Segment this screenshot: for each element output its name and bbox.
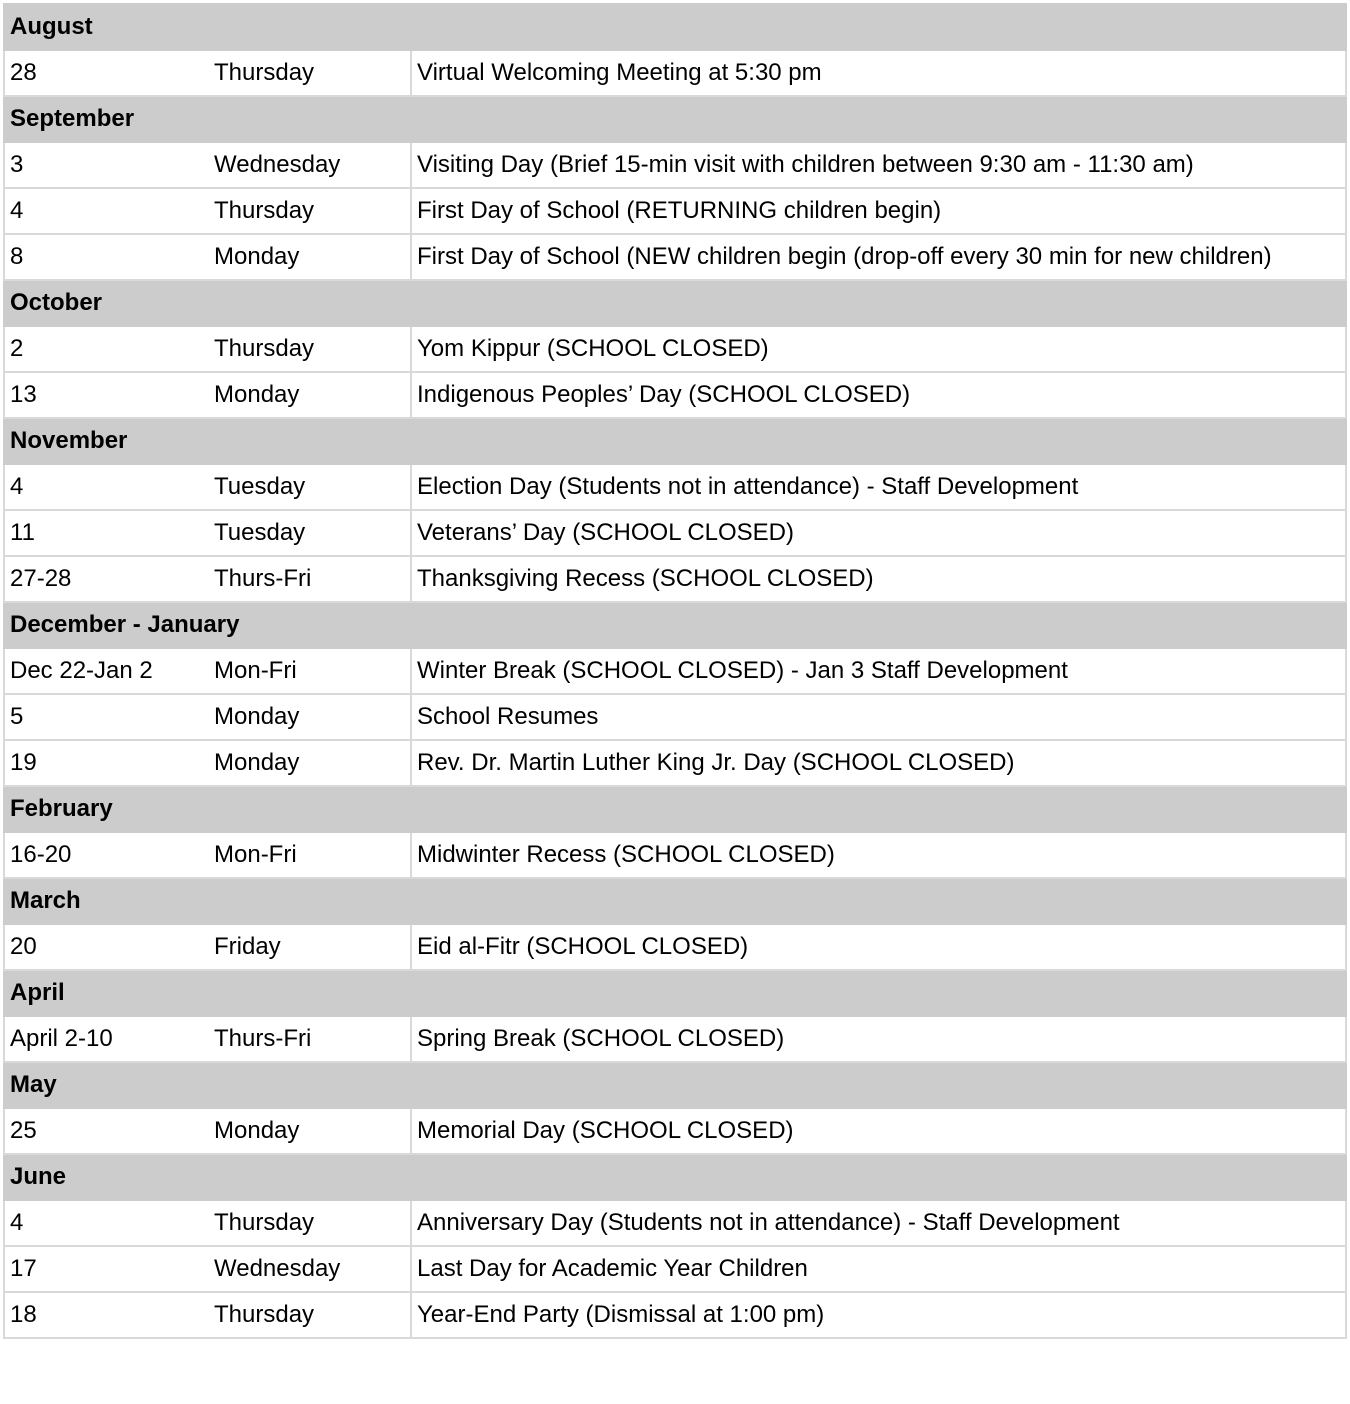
month-name: March [4,878,1346,924]
month-name: May [4,1062,1346,1108]
event-date: 16-20 [4,832,204,878]
month-name: August [4,4,1346,50]
calendar-body [4,4,1346,1338]
event-date: April 2-10 [4,1016,204,1062]
event-day: Thursday [204,326,411,372]
event-date: 13 [4,372,204,418]
event-day: Monday [204,234,411,280]
month-name: October [4,280,1346,326]
event-date: 28 [4,50,204,96]
month-name: September [4,96,1346,142]
event-description: Visiting Day (Brief 15-min visit with children between 9:30 am - 11:30 am) [411,142,1346,188]
event-description: Spring Break (SCHOOL CLOSED) [411,1016,1346,1062]
month-header-row [4,4,1346,50]
month-name: February [4,786,1346,832]
month-header-row [4,280,1346,326]
event-date: 4 [4,1200,204,1246]
event-description: First Day of School (NEW children begin (drop-off every 30 min for new children) [411,234,1346,280]
month-header-row [4,96,1346,142]
event-date: 11 [4,510,204,556]
event-description: Eid al-Fitr (SCHOOL CLOSED) [411,924,1346,970]
event-row [4,1016,1346,1062]
event-description: Election Day (Students not in attendance) - Staff Development [411,464,1346,510]
month-header-row [4,786,1346,832]
event-date: 17 [4,1246,204,1292]
event-description: Anniversary Day (Students not in attendance) - Staff Development [411,1200,1346,1246]
event-day: Tuesday [204,464,411,510]
event-date: Dec 22-Jan 2 [4,648,204,694]
event-description: Rev. Dr. Martin Luther King Jr. Day (SCHOOL CLOSED) [411,740,1346,786]
event-day: Thurs-Fri [204,556,411,602]
event-row [4,142,1346,188]
event-date: 5 [4,694,204,740]
event-row [4,188,1346,234]
event-description: Midwinter Recess (SCHOOL CLOSED) [411,832,1346,878]
month-header-row [4,1154,1346,1200]
event-date: 18 [4,1292,204,1338]
event-date: 19 [4,740,204,786]
month-name: December - January [4,602,1346,648]
event-day: Friday [204,924,411,970]
event-description: Year-End Party (Dismissal at 1:00 pm) [411,1292,1346,1338]
event-row [4,50,1346,96]
month-header-row [4,602,1346,648]
event-date: 3 [4,142,204,188]
event-row [4,1200,1346,1246]
event-day: Tuesday [204,510,411,556]
event-row [4,1292,1346,1338]
event-description: Thanksgiving Recess (SCHOOL CLOSED) [411,556,1346,602]
school-calendar-table [3,3,1347,1339]
event-date: 8 [4,234,204,280]
event-row [4,924,1346,970]
event-description: Indigenous Peoples’ Day (SCHOOL CLOSED) [411,372,1346,418]
event-day: Mon-Fri [204,832,411,878]
event-row [4,556,1346,602]
event-day: Thursday [204,1200,411,1246]
event-row [4,234,1346,280]
event-description: Virtual Welcoming Meeting at 5:30 pm [411,50,1346,96]
event-row [4,1108,1346,1154]
event-day: Wednesday [204,1246,411,1292]
event-date: 2 [4,326,204,372]
month-header-row [4,418,1346,464]
month-header-row [4,970,1346,1016]
event-date: 4 [4,464,204,510]
event-day: Thursday [204,1292,411,1338]
event-description: Winter Break (SCHOOL CLOSED) - Jan 3 Staff Development [411,648,1346,694]
event-description: First Day of School (RETURNING children begin) [411,188,1346,234]
month-name: April [4,970,1346,1016]
event-day: Monday [204,740,411,786]
event-day: Thursday [204,50,411,96]
event-date: 27-28 [4,556,204,602]
event-description: Memorial Day (SCHOOL CLOSED) [411,1108,1346,1154]
event-row [4,464,1346,510]
event-description: Yom Kippur (SCHOOL CLOSED) [411,326,1346,372]
event-row [4,648,1346,694]
event-row [4,326,1346,372]
event-row [4,1246,1346,1292]
event-day: Monday [204,372,411,418]
event-day: Mon-Fri [204,648,411,694]
month-header-row [4,878,1346,924]
event-description: Last Day for Academic Year Children [411,1246,1346,1292]
event-day: Monday [204,1108,411,1154]
event-row [4,510,1346,556]
event-day: Wednesday [204,142,411,188]
month-name: November [4,418,1346,464]
event-date: 20 [4,924,204,970]
event-day: Thursday [204,188,411,234]
event-row [4,694,1346,740]
event-description: School Resumes [411,694,1346,740]
month-header-row [4,1062,1346,1108]
event-day: Thurs-Fri [204,1016,411,1062]
event-row [4,832,1346,878]
event-day: Monday [204,694,411,740]
event-date: 25 [4,1108,204,1154]
event-description: Veterans’ Day (SCHOOL CLOSED) [411,510,1346,556]
month-name: June [4,1154,1346,1200]
event-date: 4 [4,188,204,234]
event-row [4,372,1346,418]
event-row [4,740,1346,786]
